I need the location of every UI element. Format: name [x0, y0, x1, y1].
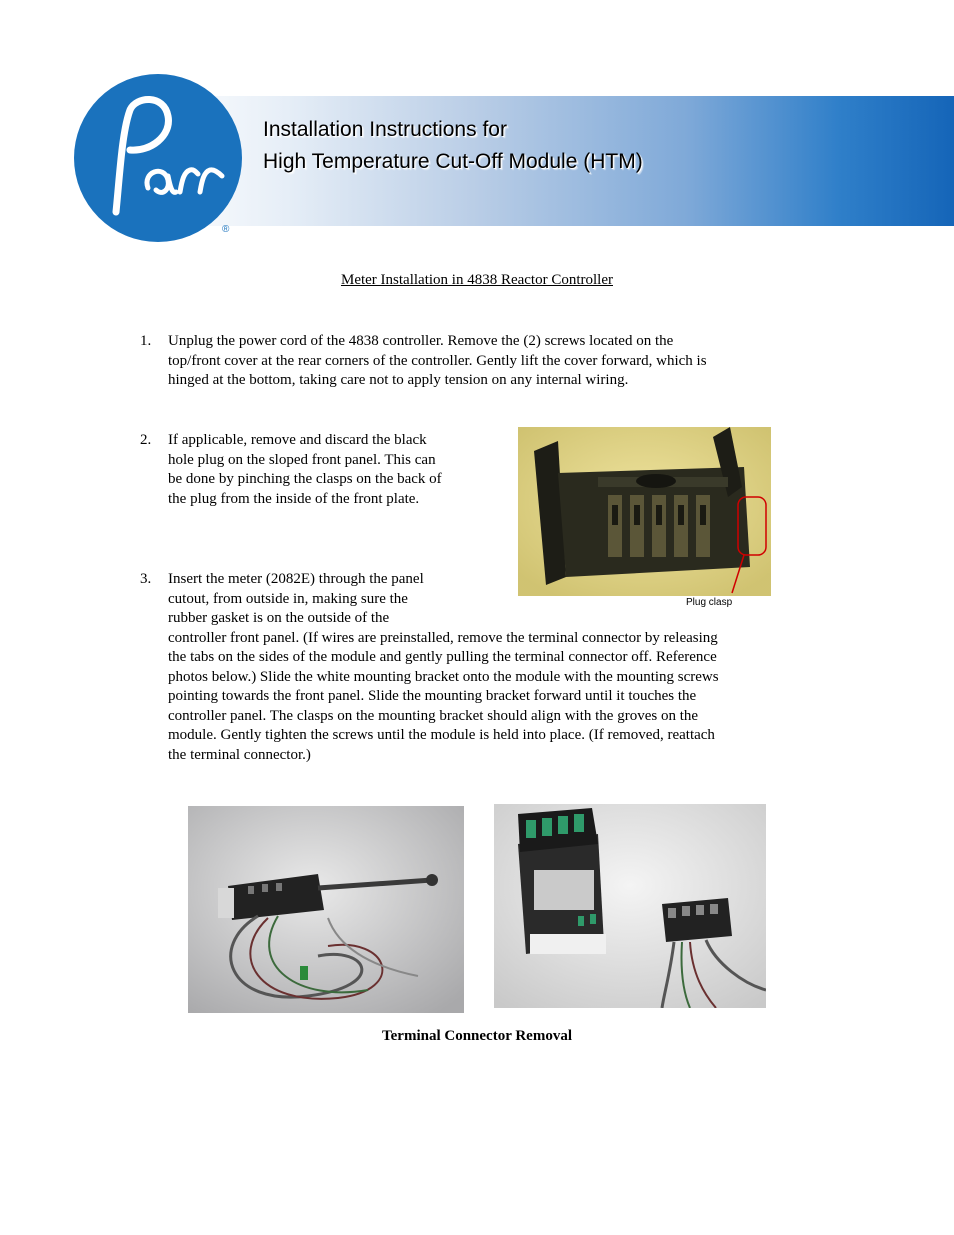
step-2-text	[168, 431, 508, 509]
text-line: hinged at the bottom, taking care not to apply tension on any internal wiring.	[168, 372, 629, 388]
step-3-text	[168, 570, 868, 765]
text-line: controller front panel. (If wires are preinstalled, remove the terminal connector by releasing	[168, 629, 718, 646]
document-title-line-2: High Temperature Cut-Off Module (HTM)	[263, 150, 643, 173]
text-line: cutout, from outside in, making sure the	[168, 590, 408, 607]
section-heading: Meter Installation in 4838 Reactor Controller	[340, 272, 613, 288]
plug-clasp-caption: Plug clasp	[686, 597, 733, 608]
text-line: controller panel. The clasps on the mounting bracket should align with the groves on the	[168, 707, 699, 724]
text-line: If applicable, remove and discard the black	[168, 432, 427, 448]
text-line: top/front cover at the rear corners of the controller. Gently lift the cover forward, which is	[168, 352, 707, 369]
text-line: the terminal connector.)	[168, 746, 311, 763]
step-number: 1.	[140, 333, 152, 349]
text-line: pointing towards the front panel. Slide the mounting bracket forward until it touches the	[168, 688, 697, 704]
document-title-line-1: Installation Instructions for	[263, 118, 507, 141]
photos-caption: Terminal Connector Removal	[382, 1028, 572, 1044]
text-line: the tabs on the sides of the module and gently pulling the terminal connector off. Reference	[168, 649, 717, 665]
text-line: be done by pinching the clasps on the back of	[168, 471, 442, 487]
module-with-wires-photo	[188, 806, 464, 1013]
text-line: Unplug the power cord of the 4838 controller. Remove the (2) screws located on the	[168, 333, 674, 349]
step-number: 2.	[140, 432, 152, 448]
parr-logo	[72, 72, 244, 244]
step-number: 3.	[140, 571, 152, 587]
registered-mark: ®	[222, 224, 230, 235]
text-line: Insert the meter (2082E) through the panel	[168, 571, 424, 587]
text-line: hole plug on the sloped front panel. This can	[168, 451, 436, 468]
text-line: rubber gasket is on the outside of the	[168, 610, 390, 626]
module-and-connector-photo	[494, 804, 766, 1008]
text-line: module. Gently tighten the screws until the module is held into place. (If removed, reattach	[168, 727, 715, 743]
step-1-text	[168, 332, 848, 391]
text-line: the plug from the inside of the front plate.	[168, 490, 420, 507]
text-line: photos below.) Slide the white mounting bracket onto the module with the mounting screws	[168, 668, 719, 685]
